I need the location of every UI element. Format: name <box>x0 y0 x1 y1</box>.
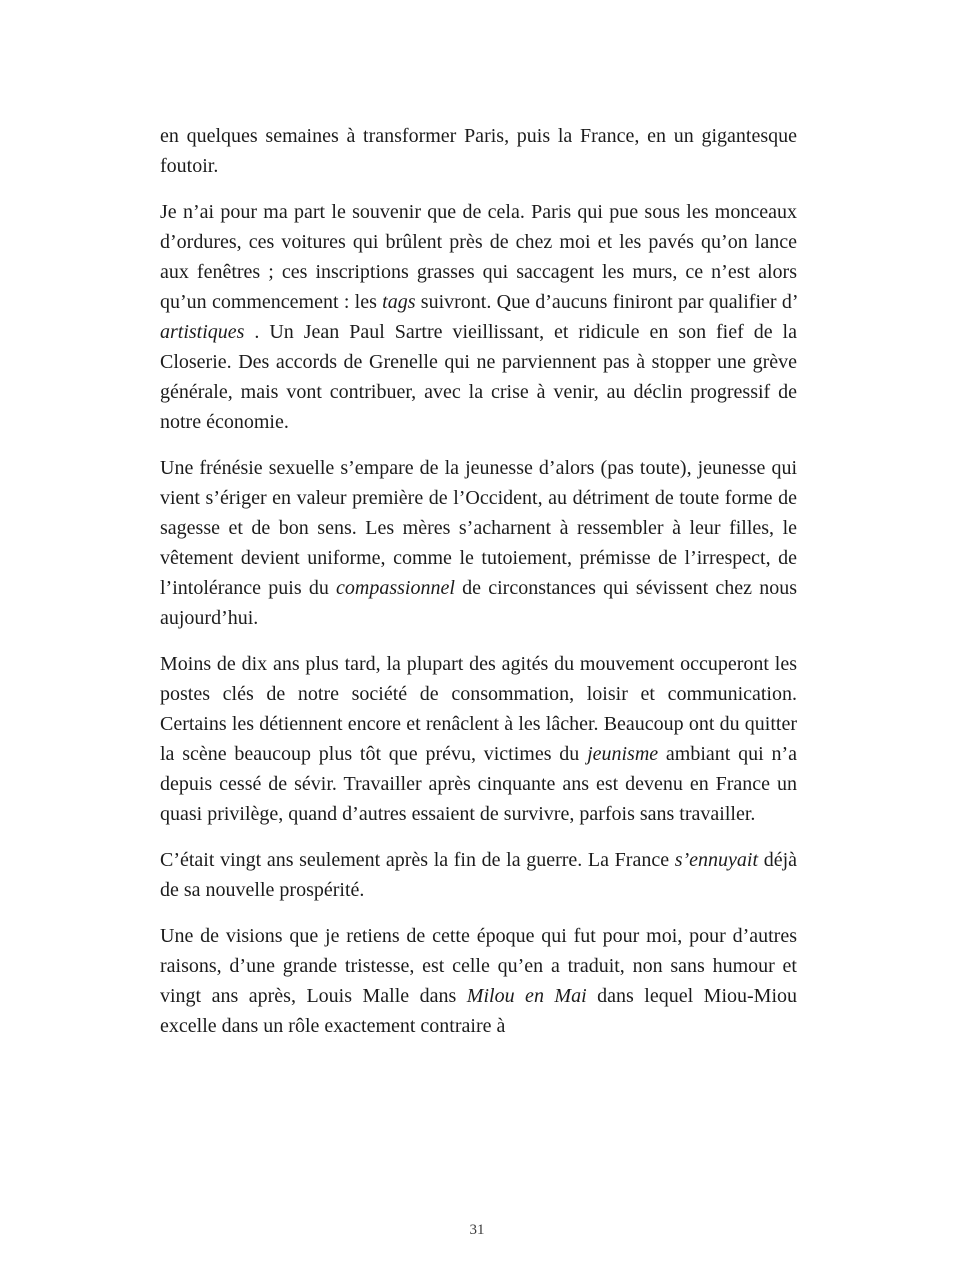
text-run: suivront. Que d’aucuns finiront par qualifier d’ <box>415 291 797 313</box>
italic-text-run: tags <box>382 291 416 313</box>
italic-text-run: compassionnel <box>336 577 455 599</box>
text-run: Je n’ai pour ma part le souvenir que de cela. Paris qui pue sous les monceaux d’ordures, ces voitures qui brûlent près de chez moi et les pavés qu’on lance aux fenêtres ; ces inscriptions grasses qui saccagent les murs, ce n’est alors qu’un commencement : les <box>160 201 797 313</box>
text-run: dans lequel Miou-Miou excelle dans un rôle exactement contraire à <box>160 985 797 1037</box>
text-run: déjà de sa nouvelle prospérité. <box>160 849 797 901</box>
text-run: Une de visions que je retiens de cette époque qui fut pour moi, pour d’autres raisons, d’une grande tristesse, est celle qu’en a traduit, non sans humour et vingt ans après, Louis Malle dans <box>160 925 797 1007</box>
text-run: ambiant qui n’a depuis cessé de sévir. Travailler après cinquante ans est devenu en France un quasi privilège, quand d’autres essaient de survivre, parfois sans travailler. <box>160 743 797 825</box>
text-run: Une frénésie sexuelle s’empare de la jeunesse d’alors (pas toute), jeunesse qui vient s’ériger en valeur première de l’Occident, au détriment de toute forme de sagesse et de bon sens. Les mères s’acharnent à ressembler à leur filles, le vêtement devient uniforme, comme le tutoiement, prémisse de l’irrespect, de l’intolérance puis du <box>160 457 797 599</box>
paragraph <box>160 453 797 633</box>
italic-text-run: s’ennuyait <box>674 849 759 871</box>
text-run: de circonstances qui sévissent chez nous aujourd’hui. <box>160 577 797 629</box>
paragraph <box>160 121 797 181</box>
paragraph <box>160 845 797 905</box>
text-run: Moins de dix ans plus tard, la plupart des agités du mouvement occuperont les postes clés de notre société de consommation, loisir et communication. Certains les détiennent encore et renâclent à les lâcher. Beaucoup ont du quitter la scène beaucoup plus tôt que prévu, victimes du <box>160 653 797 765</box>
italic-text-run: artistiques <box>160 321 245 343</box>
paragraph <box>160 921 797 1041</box>
paragraph <box>160 649 797 829</box>
text-run: en quelques semaines à transformer Paris, puis la France, en un gigantesque foutoir. <box>160 125 797 177</box>
text-run: C’était vingt ans seulement après la fin de la guerre. La France <box>160 849 675 871</box>
page-number: 31 <box>469 1222 485 1238</box>
italic-text-run: Milou en Mai <box>466 985 587 1007</box>
paragraph <box>160 197 797 437</box>
text-content <box>160 121 797 1041</box>
italic-text-run: jeunisme <box>587 743 659 765</box>
text-run: . Un Jean Paul Sartre vieillissant, et ridicule en son fief de la Closerie. Des accords de Grenelle qui ne parviennent pas à stopper une grève générale, mais vont contribuer, avec la crise à venir, au déclin progressif de notre économie. <box>160 321 797 433</box>
